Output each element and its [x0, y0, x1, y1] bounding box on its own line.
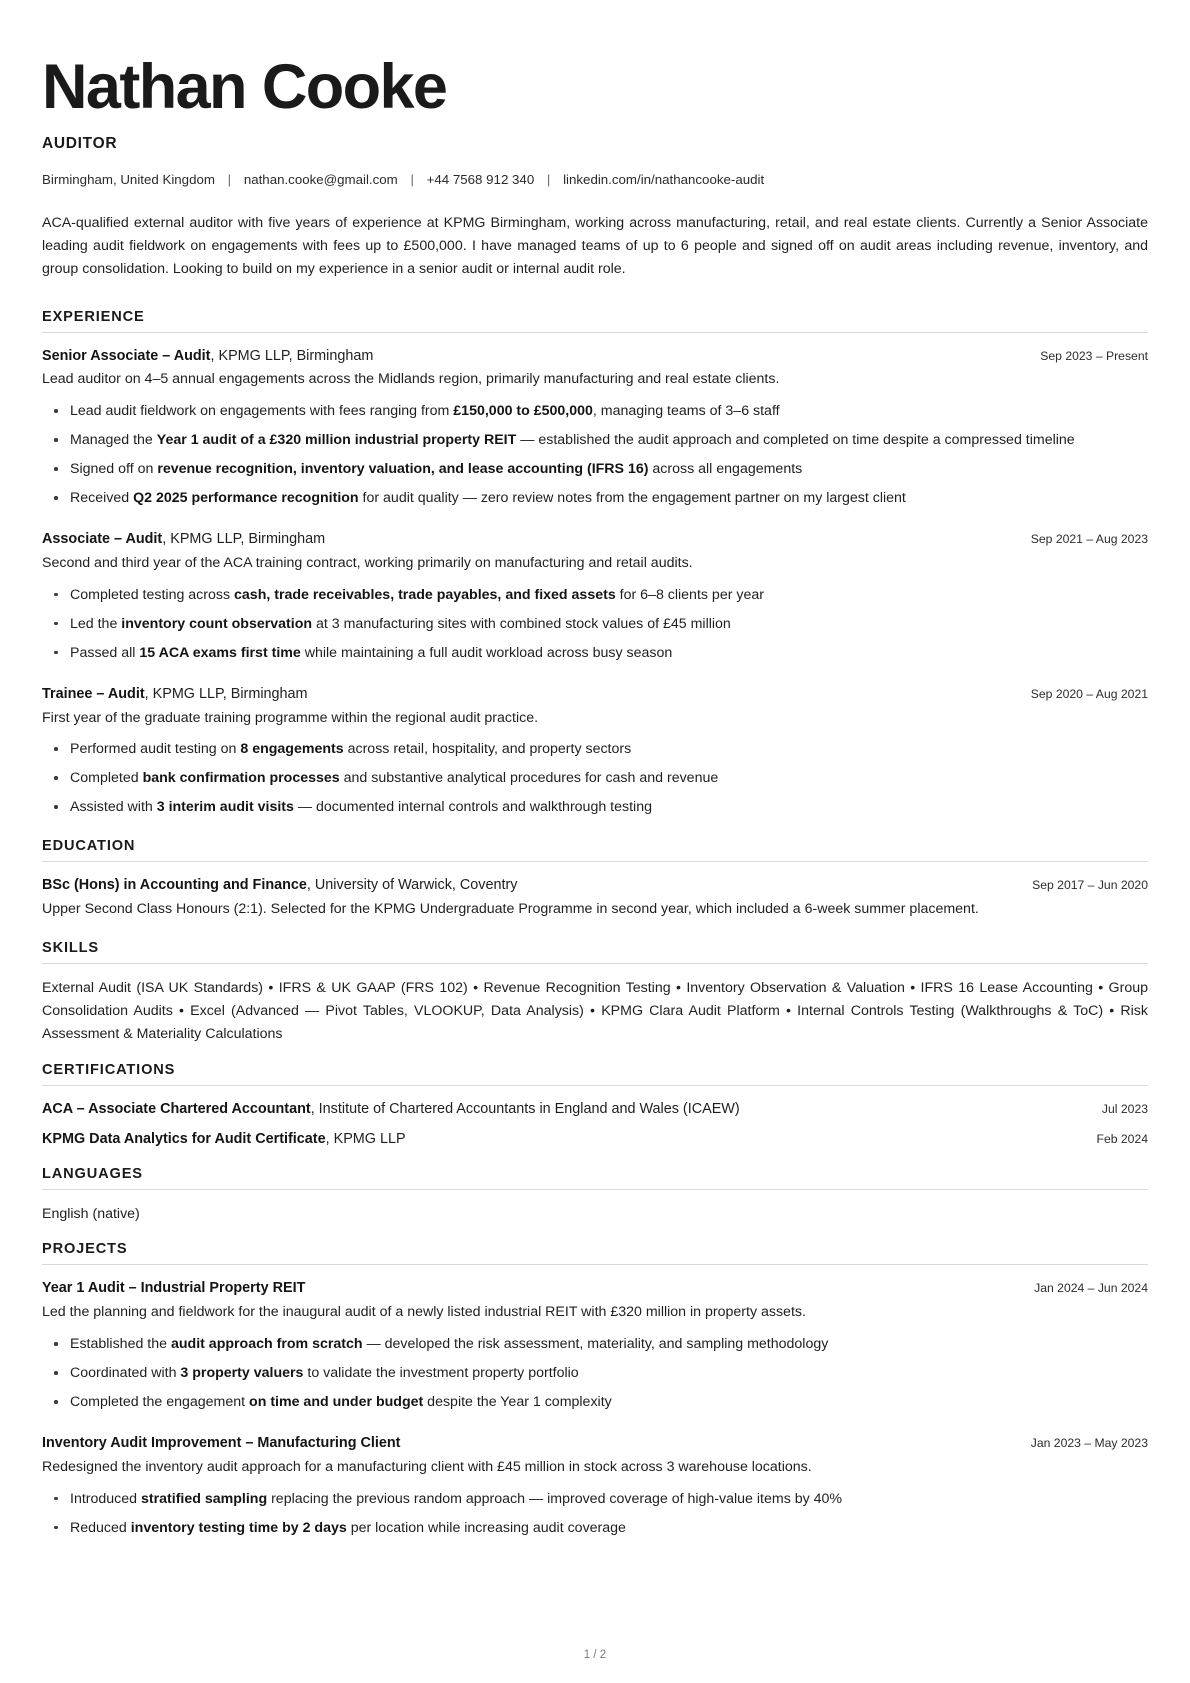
- certification-entries: [42, 1099, 1148, 1150]
- section-heading-languages: LANGUAGES: [42, 1165, 143, 1182]
- education-degree: BSc (Hons) in Accounting and Finance, University of Warwick, Coventry: [42, 877, 518, 894]
- section-heading-projects: PROJECTS: [42, 1241, 128, 1258]
- certification-date: Jul 2023: [1101, 1101, 1148, 1116]
- experience-entry-header: [42, 684, 1148, 705]
- section-projects: [42, 1241, 1148, 1539]
- certification-row: [42, 1099, 1148, 1120]
- experience-entry-header: [42, 529, 1148, 550]
- language-entries: [42, 1203, 1148, 1226]
- project-entry: [42, 1278, 1148, 1414]
- contact-line: [42, 171, 1148, 190]
- experience-description: First year of the graduate training programme within the regional audit practice.: [42, 709, 539, 726]
- bullet-item: Completed testing across cash, trade receivables, trade payables, and fixed assets for 6–8 clients per year: [42, 584, 1148, 607]
- experience-entry: [42, 346, 1148, 511]
- experience-description: Lead auditor on 4–5 annual engagements across the Midlands region, primarily manufacturing and real estate clients.: [42, 371, 780, 388]
- section-languages: [42, 1166, 1148, 1226]
- bullet-item: Passed all 15 ACA exams first time while maintaining a full audit workload across busy season: [42, 642, 1148, 665]
- experience-role: Associate – Audit, KPMG LLP, Birmingham: [42, 531, 326, 548]
- bullet-item: Managed the Year 1 audit of a £320 million industrial property REIT — established the audit approach and completed on time despite a compressed timeline: [42, 429, 1148, 452]
- section-divider: [42, 1189, 1148, 1190]
- section-divider: [42, 1085, 1148, 1086]
- section-heading-certifications: CERTIFICATIONS: [42, 1061, 176, 1078]
- experience-role: Trainee – Audit, KPMG LLP, Birmingham: [42, 685, 308, 702]
- experience-entry: [42, 684, 1148, 820]
- contact-separator: |: [227, 172, 232, 187]
- contact-location: Birmingham, United Kingdom: [42, 172, 215, 187]
- language-item: English (native): [42, 1205, 140, 1222]
- experience-description: Second and third year of the ACA training contract, working primarily on manufacturing and retail audits.: [42, 555, 693, 572]
- section-heading-education: EDUCATION: [42, 838, 136, 855]
- bullet-list: [42, 1333, 1148, 1414]
- education-description: Upper Second Class Honours (2:1). Selected for the KPMG Undergraduate Programme in second year, which included a 6-week summer placement.: [42, 901, 979, 918]
- project-entry-header: [42, 1433, 1148, 1454]
- bullet-list: [42, 400, 1148, 510]
- section-divider: [42, 332, 1148, 333]
- experience-date: Sep 2020 – Aug 2021: [1030, 686, 1148, 701]
- education-date: Sep 2017 – Jun 2020: [1032, 878, 1148, 893]
- professional-summary: ACA-qualified external auditor with five years of experience at KPMG Birmingham, working across manufacturing, retail, and real estate clients. Currently a Senior Associate leading audit fieldwork on engagements with fees up to £500,000. I have managed teams of up to 6 people and signed off on audit areas including revenue, inventory, and group consolidation. Looking to build on my experience in a senior audit or internal audit role.: [42, 214, 1148, 277]
- experience-date: Sep 2023 – Present: [1040, 348, 1148, 363]
- bullet-item: Completed bank confirmation processes and substantive analytical procedures for cash and revenue: [42, 767, 1148, 790]
- bullet-item: Coordinated with 3 property valuers to validate the investment property portfolio: [42, 1362, 1148, 1385]
- bullet-item: Reduced inventory testing time by 2 days per location while increasing audit coverage: [42, 1517, 1148, 1540]
- skills-text: External Audit (ISA UK Standards) • IFRS & UK GAAP (FRS 102) • Revenue Recognition Testing • Inventory Observation & Valuation • IFRS 16 Lease Accounting • Group Consolidation Audits • Excel (Advanced — Pivot Tables, VLOOKUP, Data Analysis) • KPMG Clara Audit Platform • Internal Controls Testing (Walkthroughs & ToC) • Risk Assessment & Materiality Calculations: [42, 979, 1148, 1042]
- project-entries: [42, 1278, 1148, 1539]
- section-divider: [42, 861, 1148, 862]
- project-description: Led the planning and fieldwork for the inaugural audit of a newly listed industrial REIT with £320 million in property assets.: [42, 1304, 806, 1321]
- contact-linkedin[interactable]: linkedin.com/in/nathancooke-audit: [563, 172, 765, 187]
- project-entry: [42, 1433, 1148, 1540]
- bullet-item: Received Q2 2025 performance recognition for audit quality — zero review notes from the engagement partner on my largest client: [42, 487, 1148, 510]
- project-name: Year 1 Audit – Industrial Property REIT: [42, 1280, 306, 1297]
- project-name: Inventory Audit Improvement – Manufacturing Client: [42, 1435, 401, 1452]
- section-divider: [42, 1264, 1148, 1265]
- education-entries: [42, 875, 1148, 921]
- contact-separator: |: [410, 172, 414, 187]
- bullet-item: Led the inventory count observation at 3 manufacturing sites with combined stock values of £45 million: [42, 613, 1148, 636]
- experience-entries: [42, 346, 1148, 820]
- bullet-item: Performed audit testing on 8 engagements across retail, hospitality, and property sectors: [42, 738, 1148, 761]
- section-certifications: [42, 1062, 1148, 1150]
- project-description: Redesigned the inventory audit approach for a manufacturing client with £45 million in stock across 3 warehouse locations.: [42, 1458, 812, 1475]
- bullet-item: Established the audit approach from scratch — developed the risk assessment, materiality, and sampling methodology: [42, 1333, 1148, 1356]
- project-date: Jan 2023 – May 2023: [1030, 1436, 1148, 1451]
- certification-name: KPMG Data Analytics for Audit Certificate, KPMG LLP: [42, 1130, 406, 1147]
- section-heading-skills: SKILLS: [42, 939, 99, 956]
- certification-date: Feb 2024: [1096, 1131, 1148, 1146]
- experience-role: Senior Associate – Audit, KPMG LLP, Birmingham: [42, 347, 374, 364]
- experience-entry: [42, 529, 1148, 665]
- contact-email[interactable]: nathan.cooke@gmail.com: [243, 172, 398, 187]
- bullet-list: [42, 1488, 1148, 1540]
- education-entry: [42, 875, 1148, 921]
- section-heading-experience: EXPERIENCE: [42, 308, 145, 325]
- page-footer: 1 / 2: [583, 1649, 607, 1661]
- section-education: [42, 838, 1148, 921]
- experience-date: Sep 2021 – Aug 2023: [1030, 532, 1148, 547]
- project-entry-header: [42, 1278, 1148, 1299]
- bullet-list: [42, 738, 1148, 819]
- bullet-item: Introduced stratified sampling replacing the previous random approach — improved coverage of high-value items by 40%: [42, 1488, 1148, 1511]
- job-role-subtitle: AUDITOR: [42, 135, 118, 152]
- bullet-item: Completed the engagement on time and under budget despite the Year 1 complexity: [42, 1391, 1148, 1414]
- project-date: Jan 2024 – Jun 2024: [1034, 1281, 1148, 1296]
- section-experience: [42, 309, 1148, 820]
- page-title: Nathan Cooke: [42, 52, 447, 122]
- section-skills: [42, 940, 1148, 1046]
- bullet-item: Assisted with 3 interim audit visits — documented internal controls and walkthrough testing: [42, 796, 1148, 819]
- bullet-item: Signed off on revenue recognition, inventory valuation, and lease accounting (IFRS 16) across all engagements: [42, 458, 1148, 481]
- experience-entry-header: [42, 346, 1148, 367]
- bullet-list: [42, 584, 1148, 665]
- bullet-item: Lead audit fieldwork on engagements with fees ranging from £150,000 to £500,000, managing teams of 3–6 staff: [42, 400, 1148, 423]
- certification-row: [42, 1129, 1148, 1150]
- contact-phone[interactable]: +44 7568 912 340: [426, 172, 535, 187]
- contact-separator: |: [546, 172, 551, 187]
- certification-name: ACA – Associate Chartered Accountant, Institute of Chartered Accountants in England and Wales (ICAEW): [42, 1100, 740, 1117]
- education-entry-header: [42, 875, 1148, 896]
- section-divider: [42, 963, 1148, 964]
